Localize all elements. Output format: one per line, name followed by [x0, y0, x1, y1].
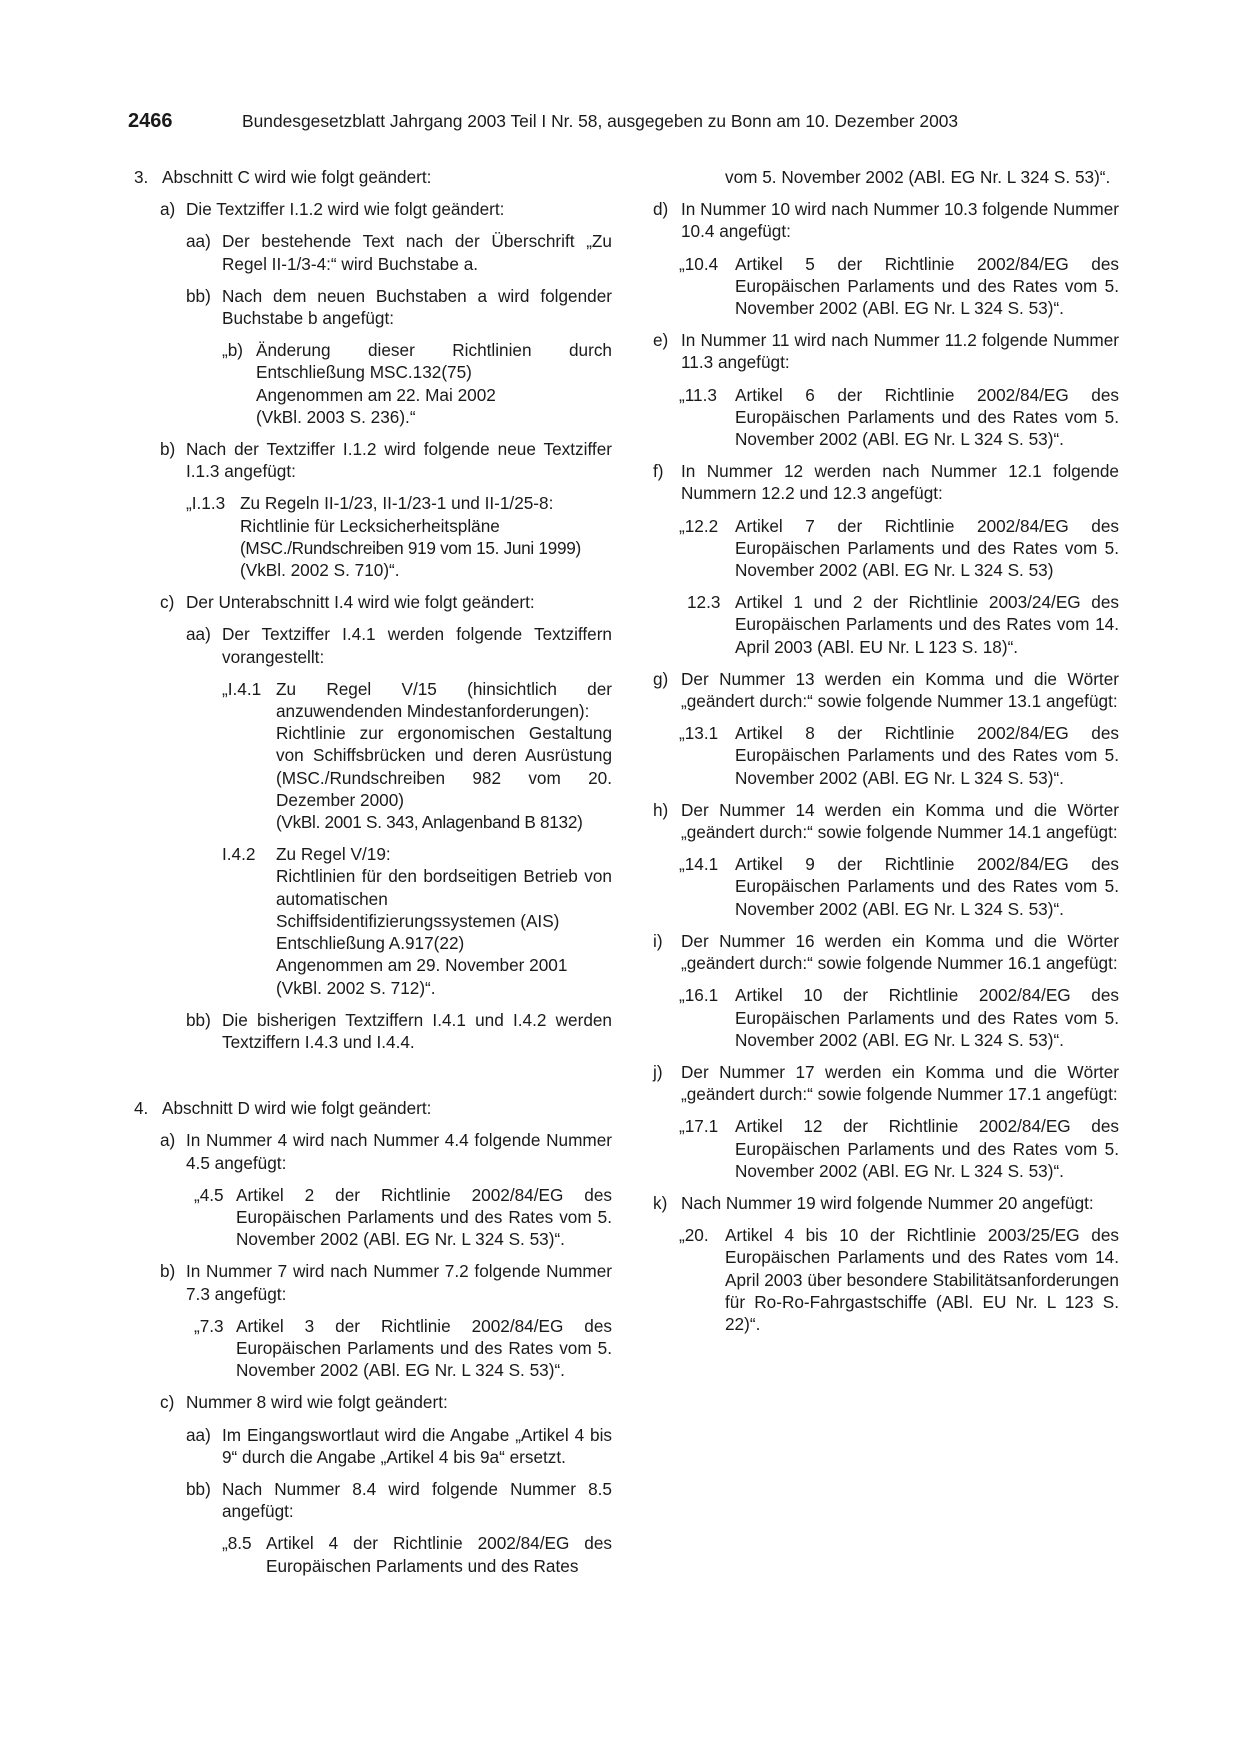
quoted-amendment	[653, 253, 1119, 320]
item-text: In Nummer 12 werden nach Nummer 12.1 folgende Nummern 12.2 und 12.3 angefügt:	[681, 461, 1119, 504]
quoted-amendment	[134, 339, 612, 428]
item-label: d)	[653, 199, 669, 220]
quoted-amendment	[134, 1315, 612, 1382]
left-column	[134, 166, 612, 1587]
item-label: a)	[160, 199, 176, 220]
right-column	[653, 166, 1119, 1345]
item-label: „16.1	[679, 985, 719, 1006]
list-item	[653, 930, 1119, 974]
list-item	[134, 230, 612, 274]
list-item	[653, 329, 1119, 373]
item-text: Zu Regel V/15 (hinsichtlich der anzuwendenden Mindestanforderungen):	[276, 678, 612, 722]
item-text: Artikel 7 der Richtlinie 2002/84/EG des Europäischen Parlaments und des Rates vom 5. November 2002 (ABl. EG Nr. L 324 S. 53)	[735, 515, 1119, 581]
item-text: Änderung dieser Richtlinien durch Entschließung MSC.132(75)	[256, 340, 612, 383]
item-text: Abschnitt C wird wie folgt geändert:	[162, 167, 432, 187]
item-label: „b)	[222, 340, 244, 361]
quoted-amendment	[653, 722, 1119, 789]
item-label: „17.1	[679, 1116, 719, 1137]
quoted-amendment	[653, 515, 1119, 582]
item-text-line: (VkBl. 2001 S. 343, Anlagenband B 8132)	[276, 812, 583, 833]
item-text: Zu Regeln II-1/23, II-1/23-1 und II-1/25-8:	[240, 493, 554, 514]
item-label: „8.5	[222, 1533, 252, 1554]
item-text: Artikel 3 der Richtlinie 2002/84/EG des Europäischen Parlaments und des Rates vom 5. November 2002 (ABl. EG Nr. L 324 S. 53)“.	[236, 1315, 612, 1381]
item-text: Nach Nummer 8.4 wird folgende Nummer 8.5 angefügt:	[222, 1478, 612, 1522]
item-text: In Nummer 7 wird nach Nummer 7.2 folgende Nummer 7.3 angefügt:	[186, 1261, 612, 1304]
list-item	[134, 1424, 612, 1468]
item-label: „4.5	[194, 1184, 224, 1205]
item-text-line: Angenommen am 29. November 2001	[276, 955, 568, 976]
item-label: I.4.2	[222, 844, 256, 865]
item-text: Artikel 4 bis 10 der Richtlinie 2003/25/EG des Europäischen Parlaments und des Rates vom 14. April 2003 über besondere Stabilitätsanforderungen für Ro-Ro-Fahrgastschiffe (ABl. EU Nr. L 123 S. 22)“.	[725, 1225, 1119, 1334]
item-text: Artikel 9 der Richtlinie 2002/84/EG des Europäischen Parlaments und des Rates vom 5. November 2002 (ABl. EG Nr. L 324 S. 53)“.	[735, 854, 1119, 919]
item-label: b)	[160, 1261, 176, 1282]
item-text: Zu Regel V/19:	[276, 844, 391, 865]
item-text-line: Richtlinie zur ergonomischen Gestaltung von Schiffsbrücken und deren Ausrüstung (MSC./Rundschreiben 982 vom 20. Dezember 2000)	[276, 723, 612, 810]
item-label: „7.3	[194, 1315, 224, 1336]
list-item	[134, 1260, 612, 1304]
item-label: „I.4.1	[222, 678, 262, 699]
item-label: c)	[160, 592, 175, 613]
quoted-amendment	[134, 678, 612, 833]
item-text: Nach dem neuen Buchstaben a wird folgender Buchstabe b angefügt:	[222, 285, 612, 329]
quoted-amendment	[653, 984, 1119, 1051]
item-text: In Nummer 11 wird nach Nummer 11.2 folgende Nummer 11.3 angefügt:	[681, 330, 1119, 373]
item-text: In Nummer 4 wird nach Nummer 4.4 folgende Nummer 4.5 angefügt:	[186, 1130, 612, 1173]
item-label: bb)	[186, 285, 211, 306]
item-text: Nummer 8 wird wie folgt geändert:	[186, 1392, 448, 1413]
item-label: b)	[160, 439, 176, 460]
quoted-amendment	[653, 1115, 1119, 1182]
list-item	[134, 285, 612, 329]
list-item	[653, 1061, 1119, 1105]
item-label: „20.	[679, 1225, 709, 1246]
item-text: Der Nummer 17 werden ein Komma und die Wörter „geändert durch:“ sowie folgende Nummer 17.1 angefügt:	[681, 1061, 1119, 1105]
item-text: Nach Nummer 19 wird folgende Nummer 20 angefügt:	[681, 1192, 1094, 1213]
list-item	[134, 198, 612, 220]
quoted-amendment	[653, 384, 1119, 451]
list-item	[134, 166, 612, 188]
item-text: Artikel 4 der Richtlinie 2002/84/EG des Europäischen Parlaments und des Rates	[266, 1533, 612, 1576]
item-text: Artikel 2 der Richtlinie 2002/84/EG des Europäischen Parlaments und des Rates vom 5. November 2002 (ABl. EG Nr. L 324 S. 53)“.	[236, 1184, 612, 1250]
quoted-amendment	[134, 1532, 612, 1576]
item-label: i)	[653, 930, 663, 951]
list-item	[134, 591, 612, 613]
item-label: aa)	[186, 1424, 211, 1445]
item-text-line: (VkBl. 2003 S. 236).“	[256, 406, 416, 427]
item-label: a)	[160, 1130, 176, 1151]
item-text: In Nummer 10 wird nach Nummer 10.3 folgende Nummer 10.4 angefügt:	[681, 199, 1119, 242]
item-text: Artikel 5 der Richtlinie 2002/84/EG des Europäischen Parlaments und des Rates vom 5. November 2002 (ABl. EG Nr. L 324 S. 53)“.	[735, 253, 1119, 319]
list-item	[134, 1097, 612, 1119]
item-text: Artikel 10 der Richtlinie 2002/84/EG des Europäischen Parlaments und des Rates vom 5. November 2002 (ABl. EG Nr. L 324 S. 53)“.	[735, 985, 1119, 1050]
item-label: „11.3	[679, 384, 717, 405]
item-text: Artikel 12 der Richtlinie 2002/84/EG des Europäischen Parlaments und des Rates vom 5. November 2002 (ABl. EG Nr. L 324 S. 53)“.	[735, 1116, 1119, 1181]
item-label: 3.	[134, 167, 149, 187]
page-header	[128, 110, 1118, 136]
item-text: Der Textziffer I.4.1 werden folgende Textziffern vorangestellt:	[222, 624, 612, 667]
list-item	[653, 1192, 1119, 1214]
item-label: „13.1	[679, 723, 719, 744]
list-item	[134, 1009, 612, 1053]
item-text-line: (MSC./Rundschreiben 919 vom 15. Juni 1999)	[240, 537, 581, 558]
item-text-line: Richtlinie für Lecksicherheitspläne	[240, 515, 500, 536]
item-label: j)	[653, 1061, 663, 1082]
list-item	[653, 668, 1119, 712]
list-item	[653, 799, 1119, 843]
list-item	[134, 1129, 612, 1173]
item-text-line: (VkBl. 2002 S. 710)“.	[240, 560, 400, 581]
item-label: e)	[653, 330, 669, 351]
item-label: 4.	[134, 1098, 149, 1119]
item-label: aa)	[186, 624, 211, 645]
quoted-amendment	[134, 492, 612, 581]
item-text: Die Textziffer I.1.2 wird wie folgt geändert:	[186, 199, 505, 220]
quoted-amendment	[653, 853, 1119, 920]
item-text: Artikel 1 und 2 der Richtlinie 2003/24/EG des Europäischen Parlaments und des Rates vom 14. April 2003 (ABl. EU Nr. L 123 S. 18)“.	[735, 592, 1119, 657]
list-item	[653, 198, 1119, 242]
running-head: Bundesgesetzblatt Jahrgang 2003 Teil I Nr. 58, ausgegeben zu Bonn am 10. Dezember 2003	[242, 111, 959, 131]
item-text: Abschnitt D wird wie folgt geändert:	[162, 1098, 432, 1119]
list-item	[134, 623, 612, 667]
item-text-line: Richtlinien für den bordseitigen Betrieb von automatischen Schiffsidentifizierungssystemen (AIS)	[276, 866, 612, 931]
page-number: 2466	[128, 110, 173, 132]
item-label: „10.4	[679, 253, 719, 274]
item-text: Die bisherigen Textziffern I.4.1 und I.4.2 werden Textziffern I.4.3 und I.4.4.	[222, 1009, 612, 1052]
item-label: „14.1	[679, 854, 719, 875]
quoted-amendment	[134, 1184, 612, 1251]
list-item	[653, 460, 1119, 504]
item-label: bb)	[186, 1009, 211, 1030]
item-text: Im Eingangswortlaut wird die Angabe „Artikel 4 bis 9“ durch die Angabe „Artikel 4 bis 9a“ ersetzt.	[222, 1424, 612, 1467]
list-item	[134, 438, 612, 482]
list-item	[134, 1391, 612, 1413]
item-label: bb)	[186, 1478, 211, 1499]
item-label: f)	[653, 461, 664, 482]
quoted-amendment	[653, 591, 1119, 658]
item-text: Der bestehende Text nach der Überschrift „Zu Regel II-1/3-4:“ wird Buchstabe a.	[222, 231, 612, 274]
item-label: aa)	[186, 231, 211, 252]
item-label: „12.2	[679, 515, 719, 536]
item-label: c)	[160, 1392, 175, 1413]
item-text-line: (VkBl. 2002 S. 712)“.	[276, 977, 436, 998]
item-text: Nach der Textziffer I.1.2 wird folgende neue Textziffer I.1.3 angefügt:	[186, 439, 612, 482]
item-text-line: Entschließung A.917(22)	[276, 933, 465, 954]
quoted-amendment	[134, 843, 612, 998]
item-label: „I.1.3	[186, 493, 226, 514]
item-label: h)	[653, 799, 669, 820]
item-text: Der Nummer 16 werden ein Komma und die Wörter „geändert durch:“ sowie folgende Nummer 16.1 angefügt:	[681, 930, 1119, 974]
quoted-amendment	[653, 1224, 1119, 1335]
list-item	[134, 1478, 612, 1522]
item-text: Der Nummer 14 werden ein Komma und die Wörter „geändert durch:“ sowie folgende Nummer 14.1 angefügt:	[681, 799, 1119, 843]
item-label: 12.3	[687, 592, 721, 613]
item-text-line: Angenommen am 22. Mai 2002	[256, 384, 496, 405]
item-label: k)	[653, 1192, 668, 1213]
item-text: Artikel 8 der Richtlinie 2002/84/EG des Europäischen Parlaments und des Rates vom 5. November 2002 (ABl. EG Nr. L 324 S. 53)“.	[735, 723, 1119, 788]
item-label: g)	[653, 668, 669, 689]
item-text: Der Unterabschnitt I.4 wird wie folgt geändert:	[186, 592, 535, 613]
continued-text: vom 5. November 2002 (ABl. EG Nr. L 324 S. 53)“.	[725, 167, 1111, 187]
item-text: Artikel 6 der Richtlinie 2002/84/EG des Europäischen Parlaments und des Rates vom 5. November 2002 (ABl. EG Nr. L 324 S. 53)“.	[735, 384, 1119, 450]
item-text: Der Nummer 13 werden ein Komma und die Wörter „geändert durch:“ sowie folgende Nummer 13.1 angefügt:	[681, 668, 1119, 712]
